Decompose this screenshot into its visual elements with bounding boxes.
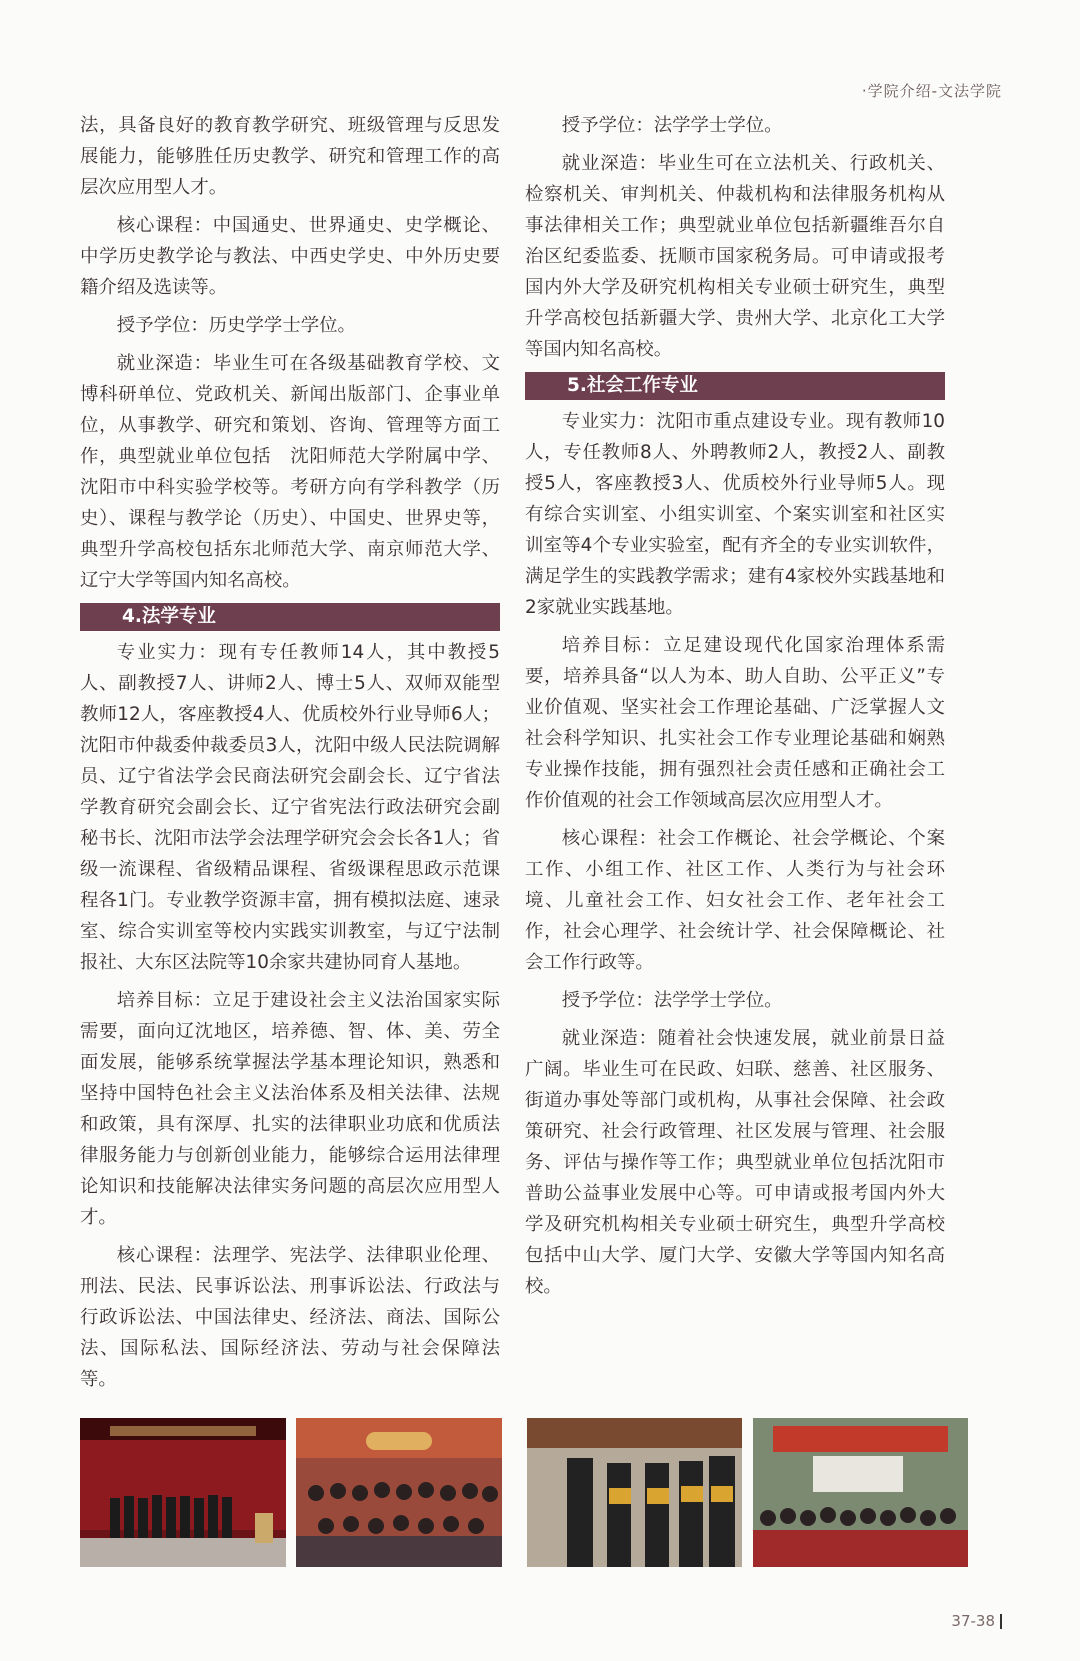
paragraph: 授予学位：法学学士学位。: [561, 115, 783, 136]
paragraph: 授予学位：法学学士学位。: [561, 990, 783, 1011]
photo-classroom-event: [753, 1418, 968, 1567]
paragraph: 就业深造：毕业生可在立法机关、行政机关、检察机关、审判机关、仲裁机构和法律服务机构从事法律相关工作；典型就业单位包括新疆维吾尔自治区纪委监委、抚顺市国家税务局。可申请或报考国内外大学及研究机构相关专业硕士研究生，典型升学高校包括新疆大学、贵州大学、北京化工大学等国内知名高校。: [525, 153, 945, 360]
paragraph: 核心课程：法理学、宪法学、法律职业伦理、刑法、民法、民事诉讼法、刑事诉讼法、行政法与行政诉讼法、中国法律史、经济法、商法、国际公法、国际私法、国际经济法、劳动与社会保障法等。: [80, 1245, 500, 1390]
left-column: [80, 110, 500, 1402]
running-header: ·学院介绍-文法学院: [861, 82, 1002, 100]
paragraph: 培养目标：立足建设现代化国家治理体系需要，培养具备“以人为本、助人自助、公平正义”专业价值观、坚实社会工作理论基础、广泛掌握人文社会科学知识、扎实社会工作专业理论基础和娴熟专业操作技能，拥有强烈社会责任感和正确社会工作价值观的社会工作领域高层次应用型人才。: [525, 635, 945, 811]
page-number-text: 37-38: [951, 1612, 995, 1630]
paragraph: 授予学位：历史学学士学位。: [116, 315, 356, 336]
paragraph: 法，具备良好的教育教学研究、班级管理与反思发展能力，能够胜任历史教学、研究和管理工作的高层次应用型人才。: [80, 115, 500, 198]
section-heading-social-work: 5.社会工作专业: [525, 372, 945, 400]
photo-group-banner: [296, 1418, 502, 1567]
paragraph: 专业实力：现有专任教师14人，其中教授5人、副教授7人、讲师2人、博士5人、双师双能型教师12人，客座教授4人、优质校外行业导师6人；沈阳市仲裁委仲裁委员3人，沈阳中级人民法院调解员、辽宁省法学会民商法研究会副会长、辽宁省法学教育研究会副会长、辽宁省宪法行政法研究会副秘书长、沈阳市法学会法理学研究会会长各1人；省级一流课程、省级精品课程、省级课程思政示范课程各1门。专业教学资源丰富，拥有模拟法庭、速录室、综合实训室等校内实践实训教室，与辽宁法制报社、大东区法院等10余家共建协同育人基地。: [80, 642, 500, 973]
photo-award-certificates: [527, 1418, 742, 1567]
page-number: [951, 1612, 1002, 1630]
paragraph: 就业深造：随着社会快速发展，就业前景日益广阔。毕业生可在民政、妇联、慈善、社区服务、街道办事处等部门或机构，从事社会保障、社会政策研究、社会行政管理、社区发展与管理、社会服务、评估与操作等工作；典型就业单位包括沈阳市普助公益事业发展中心等。可申请或报考国内外大学及研究机构相关专业硕士研究生，典型升学高校包括中山大学、厦门大学、安徽大学等国内知名高校。: [525, 1028, 945, 1297]
paragraph: 就业深造：毕业生可在各级基础教育学校、文博科研单位、党政机关、新闻出版部门、企事业单位，从事教学、研究和策划、咨询、管理等方面工作，典型就业单位包括 沈阳师范大学附属中学、沈阳市中科实验学校等。考研方向有学科教学（历史）、课程与教学论（历史）、中国史、世界史等，典型升学高校包括东北师范大学、南京师范大学、辽宁大学等国内知名高校。: [80, 353, 500, 591]
right-column: [525, 110, 945, 1309]
paragraph: 核心课程：中国通史、世界通史、史学概论、中学历史教学论与教法、中西史学史、中外历史要籍介绍及选读等。: [80, 215, 500, 298]
paragraph: 培养目标：立足于建设社会主义法治国家实际需要，面向辽沈地区，培养德、智、体、美、劳全面发展，能够系统掌握法学基本理论知识，熟悉和坚持中国特色社会主义法治体系及相关法律、法规和政策，具有深厚、扎实的法律职业功底和优质法律服务能力与创新创业能力，能够综合运用法律理论知识和技能解决法律实务问题的高层次应用型人才。: [80, 990, 500, 1228]
page-number-divider: [1000, 1614, 1002, 1629]
paragraph: 专业实力：沈阳市重点建设专业。现有教师10人，专任教师8人、外聘教师2人，教授2人、副教授5人，客座教授3人、优质校外行业导师5人。现有综合实训室、小组实训室、个案实训室和社区实训室等4个专业实验室，配有齐全的专业实训软件，满足学生的实践教学需求；建有4家校外实践基地和2家就业实践基地。: [525, 411, 945, 618]
photo-group-stage: [80, 1418, 286, 1567]
section-heading-law: 4.法学专业: [80, 603, 500, 631]
paragraph: 核心课程：社会工作概论、社会学概论、个案工作、小组工作、社区工作、人类行为与社会环境、儿童社会工作、妇女社会工作、老年社会工作，社会心理学、社会统计学、社会保障概论、社会工作行政等。: [525, 828, 945, 973]
